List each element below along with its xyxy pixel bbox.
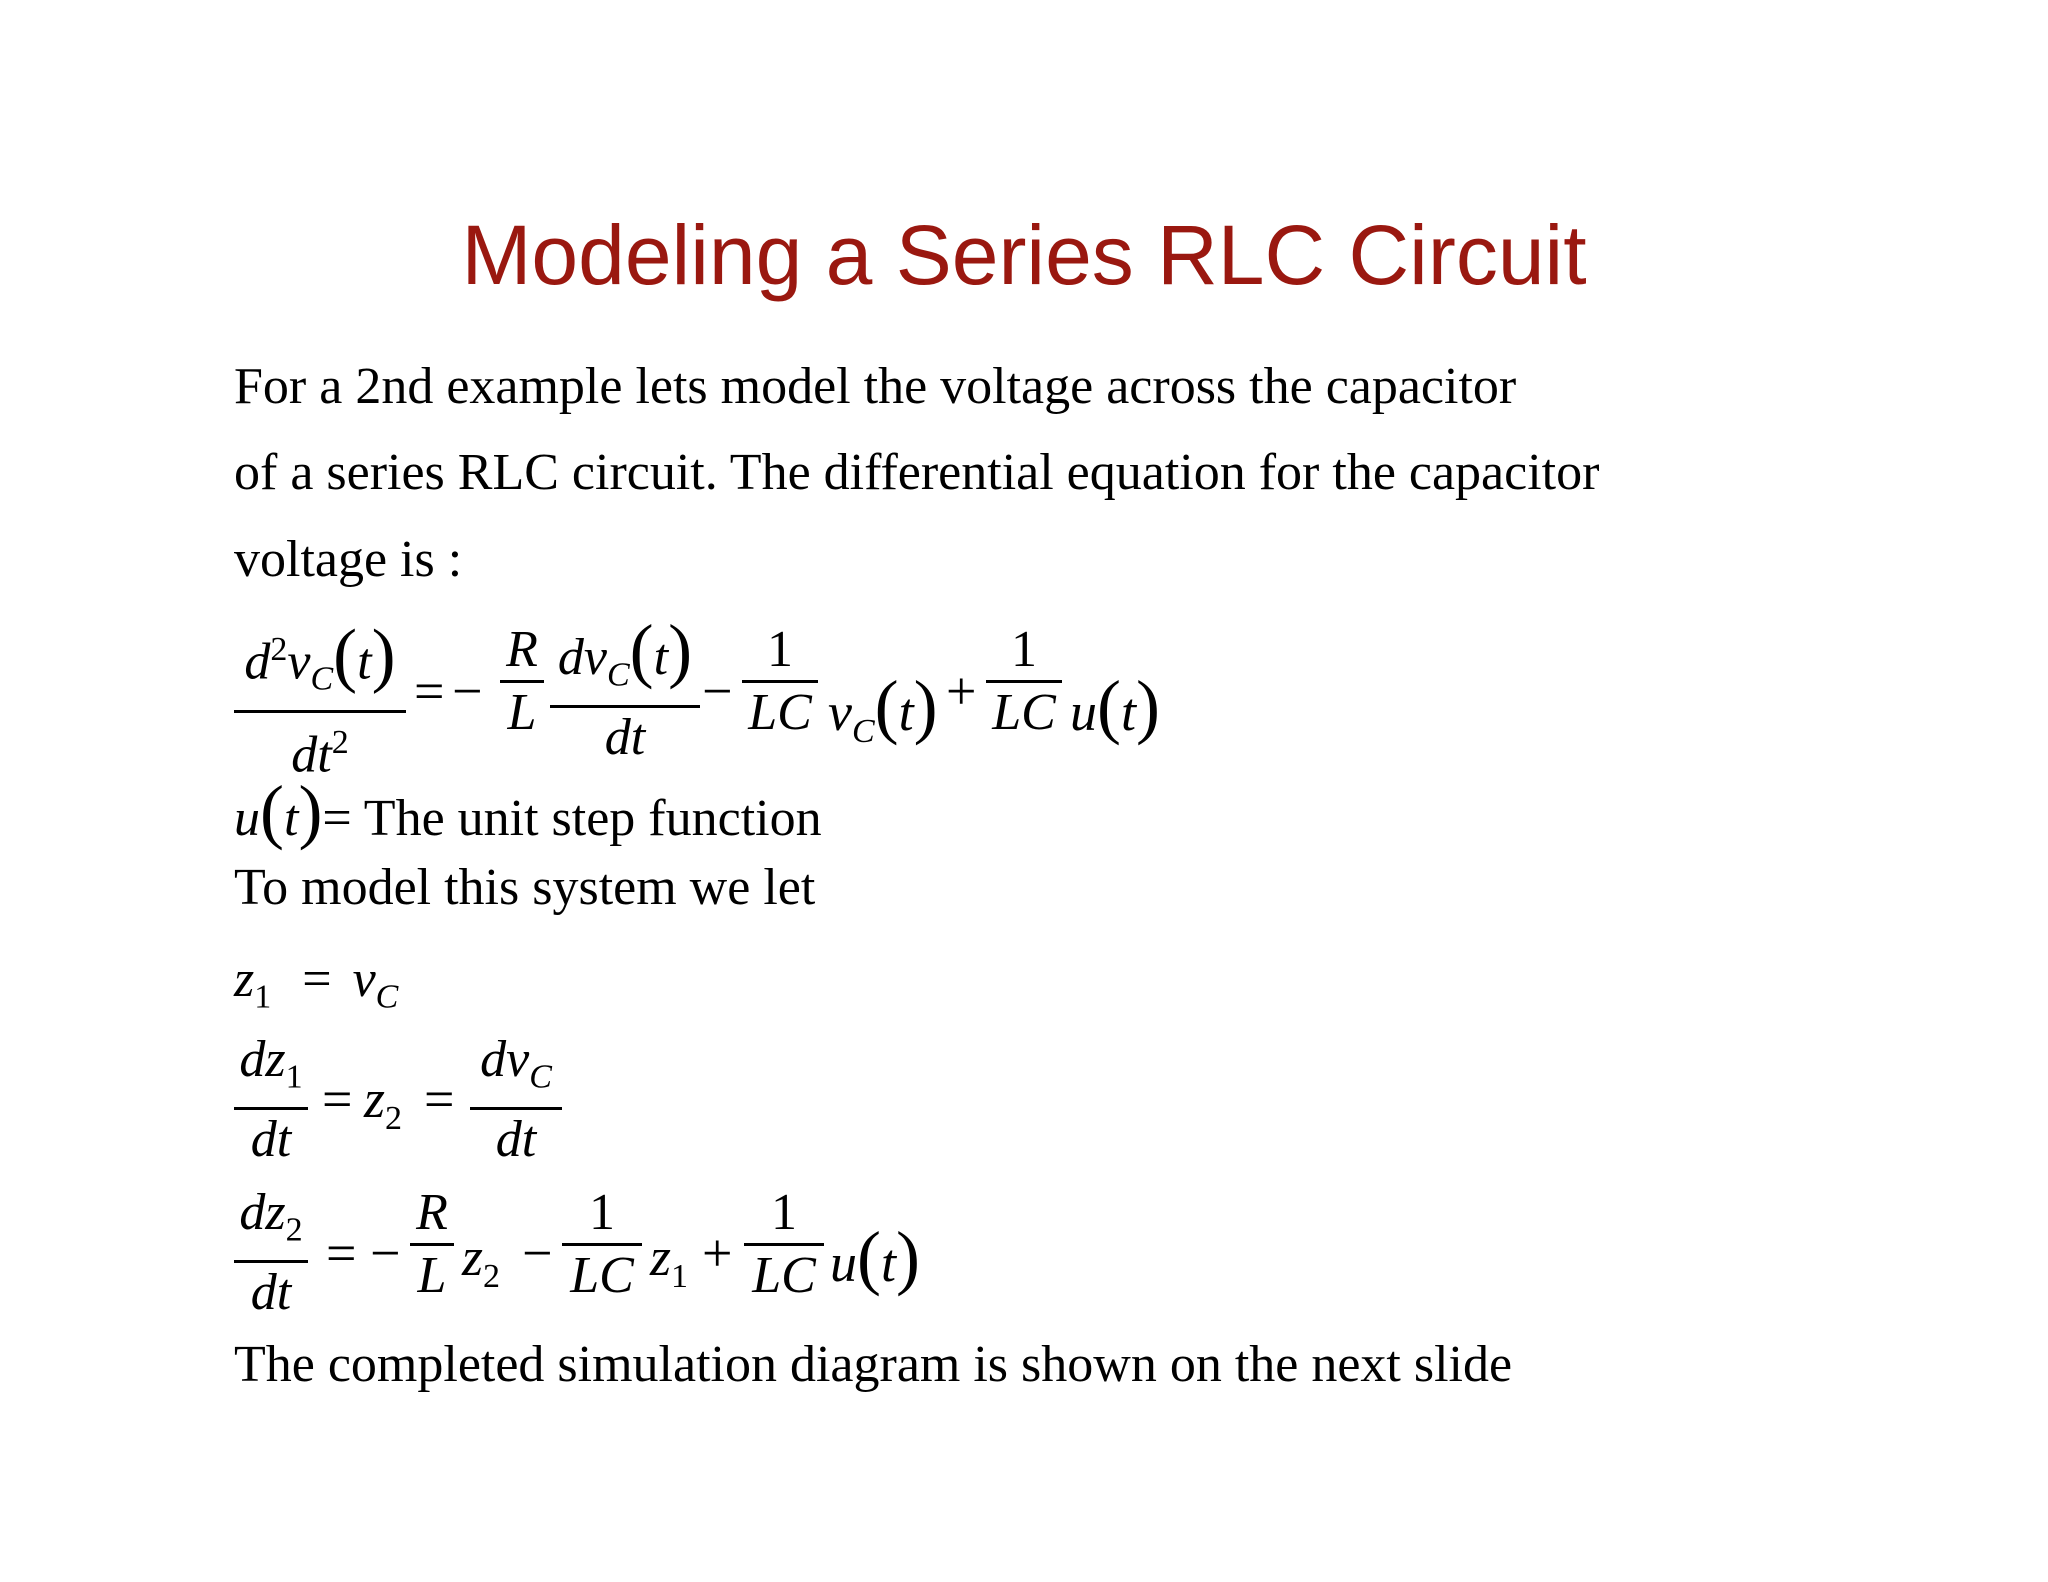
dz1-dt-fraction: $dz_1$ dt — [234, 1030, 308, 1170]
minus-sign: − — [452, 661, 483, 721]
intro-line-2: of a series RLC circuit. The differential equation for the capacitor — [234, 444, 1600, 501]
intro-line-3: voltage is : — [234, 531, 463, 588]
vc-term: $v_C(t)$ — [828, 666, 938, 750]
unit-step-line: u(t)= The unit step function — [234, 771, 822, 851]
dvc-dt-fraction: $dv_C$ dt — [470, 1030, 562, 1170]
second-derivative-fraction: $d^2v_C(t)$ $dt^2$ — [234, 620, 406, 785]
dz2-dt-fraction: $dz_2$ dt — [234, 1183, 308, 1323]
first-derivative-fraction: $dv_C(t)$ dt — [550, 620, 700, 768]
equals-sign: = — [322, 1069, 353, 1129]
one-over-lc-fraction: 1 LC — [742, 620, 818, 743]
r-over-l-fraction: R L — [500, 620, 544, 743]
input-term: u(t) — [1070, 666, 1160, 746]
z2-term: $z_2$ — [364, 1069, 403, 1137]
equals-sign: = — [326, 1223, 357, 1283]
z1-term: $z_1$ — [650, 1227, 689, 1295]
intro-line-1: For a 2nd example lets model the voltage across the capacitor — [234, 358, 1517, 415]
minus-sign: − — [522, 1223, 553, 1283]
z1-definition: $z_1 = v_C$ — [234, 951, 399, 1016]
closing-line: The completed simulation diagram is shown on the next slide — [234, 1336, 1513, 1393]
slide-title: Modeling a Series RLC Circuit — [461, 208, 1587, 302]
plus-sign: + — [946, 661, 977, 721]
one-over-lc-fraction: 1 LC — [562, 1183, 642, 1306]
to-model-line: To model this system we let — [234, 859, 816, 916]
one-over-lc-fraction: 1 LC — [986, 620, 1062, 743]
minus-sign: − — [702, 661, 733, 721]
one-over-lc-fraction: 1 LC — [744, 1183, 824, 1306]
z2-term: $z_2$ — [462, 1227, 501, 1295]
equals-sign: = — [424, 1069, 455, 1129]
minus-sign: − — [370, 1223, 401, 1283]
equals-sign: = — [414, 661, 445, 721]
r-over-l-fraction: R L — [410, 1183, 454, 1306]
input-term: u(t) — [830, 1217, 920, 1297]
plus-sign: + — [702, 1223, 733, 1283]
